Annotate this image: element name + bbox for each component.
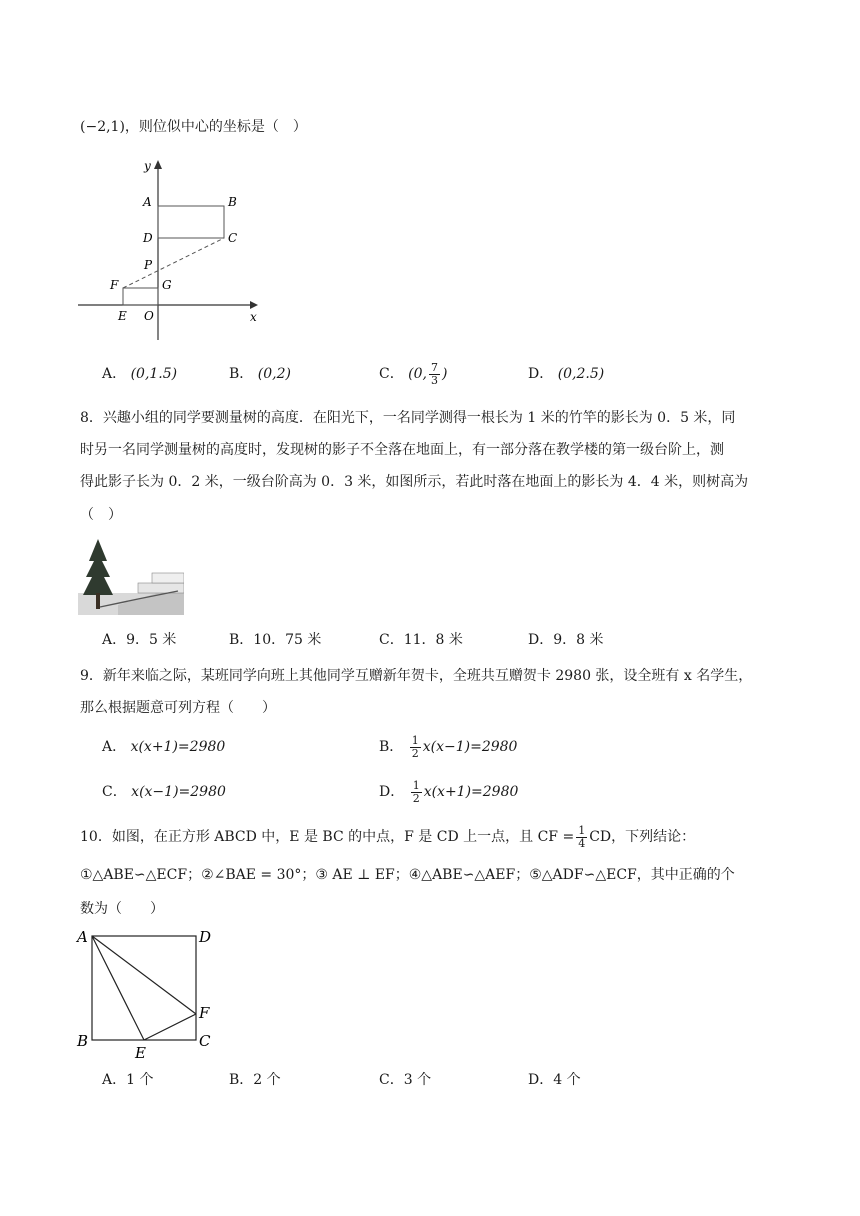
label-P: P (144, 258, 153, 272)
q10-square-figure (74, 922, 224, 1062)
fraction: $\frac{1}{2}$ (411, 733, 419, 760)
q9-line-2: 那么根据题意可列方程（ ） (80, 700, 276, 716)
q8-option-a[interactable]: A．9．5 米 (102, 632, 177, 648)
label-x: x (250, 310, 257, 324)
q8-tree-figure (78, 535, 184, 617)
label-F: F (199, 1004, 210, 1022)
label-E: E (118, 309, 127, 323)
q9-option-a[interactable]: A． x(x+1)=2980 (102, 739, 226, 755)
label-D: D (143, 231, 153, 245)
label-E: E (135, 1044, 146, 1062)
q8-line-4: （ ） (80, 507, 122, 523)
q10-line-3: 数为（ ） (80, 901, 164, 917)
label-A: A (77, 928, 88, 946)
q9-option-d[interactable]: D． $\frac{1}{2}$ x(x+1)=2980 (379, 778, 519, 805)
label-C: C (199, 1032, 211, 1050)
q9-line-1: 9．新年来临之际，某班同学向班上其他同学互赠新年贺卡，全班共互赠贺卡 2980 张，设全班有 x 名学生， (80, 668, 753, 684)
label-G: G (162, 278, 172, 292)
fraction: $\frac{7}{3}$ (431, 360, 438, 387)
fraction: $\frac{1}{4}$ (578, 823, 586, 850)
q10-option-d[interactable]: D．4 个 (528, 1072, 581, 1088)
q8-line-1: 8．兴趣小组的同学要测量树的高度．在阳光下，一名同学测得一根长为 1 米的竹竿的影长为 0．5 米，同 (80, 410, 736, 426)
q7-option-a[interactable]: A． (0,1.5) (102, 366, 178, 382)
q7-option-d[interactable]: D． (0,2.5) (528, 366, 605, 382)
q7-coordinate-figure (74, 155, 264, 345)
label-D: D (199, 928, 212, 946)
fraction: $\frac{1}{2}$ (412, 778, 420, 805)
q9-option-b[interactable]: B． $\frac{1}{2}$ x(x−1)=2980 (379, 733, 518, 760)
q10-option-a[interactable]: A．1 个 (102, 1072, 154, 1088)
label-C: C (228, 231, 238, 245)
q10-line-2: ①△ABE∽△ECF；②∠BAE = 30°；③ AE ⊥ EF；④△ABE∽△AEF；⑤△ADF∽△ECF，其中正确的个 (80, 867, 735, 883)
label-O: O (144, 309, 154, 323)
q8-option-b[interactable]: B．10．75 米 (229, 632, 322, 648)
q8-line-3: 得此影子长为 0．2 米，一级台阶高为 0．3 米，如图所示，若此时落在地面上的影长为 4．4 米，则树高为 (80, 474, 749, 490)
label-y: y (144, 159, 151, 173)
q8-line-2: 时另一名同学测量树的高度时，发现树的影子不全落在地面上，有一部分落在教学楼的第一级台阶上，测 (80, 442, 724, 458)
q7-option-b[interactable]: B． (0,2) (229, 366, 291, 382)
q7-option-c[interactable]: C． (0, $\frac{7}{3}$ ) (379, 360, 448, 387)
q9-option-c[interactable]: C． x(x−1)=2980 (102, 784, 226, 800)
label-B: B (77, 1032, 89, 1050)
q7-stem: (−2,1)，则位似中心的坐标是（ ） (80, 119, 307, 135)
label-B: B (228, 195, 237, 209)
label-A: A (143, 195, 152, 209)
q8-option-c[interactable]: C．11．8 米 (379, 632, 463, 648)
q8-option-d[interactable]: D．9．8 米 (528, 632, 604, 648)
q10-option-b[interactable]: B．2 个 (229, 1072, 281, 1088)
label-F: F (110, 278, 119, 292)
q10-line-1: 10．如图，在正方形 ABCD 中，E 是 BC 的中点，F 是 CD 上一点，且 CF = $\frac{1}{4}$ CD，下列结论： (80, 823, 696, 850)
q10-option-c[interactable]: C．3 个 (379, 1072, 432, 1088)
